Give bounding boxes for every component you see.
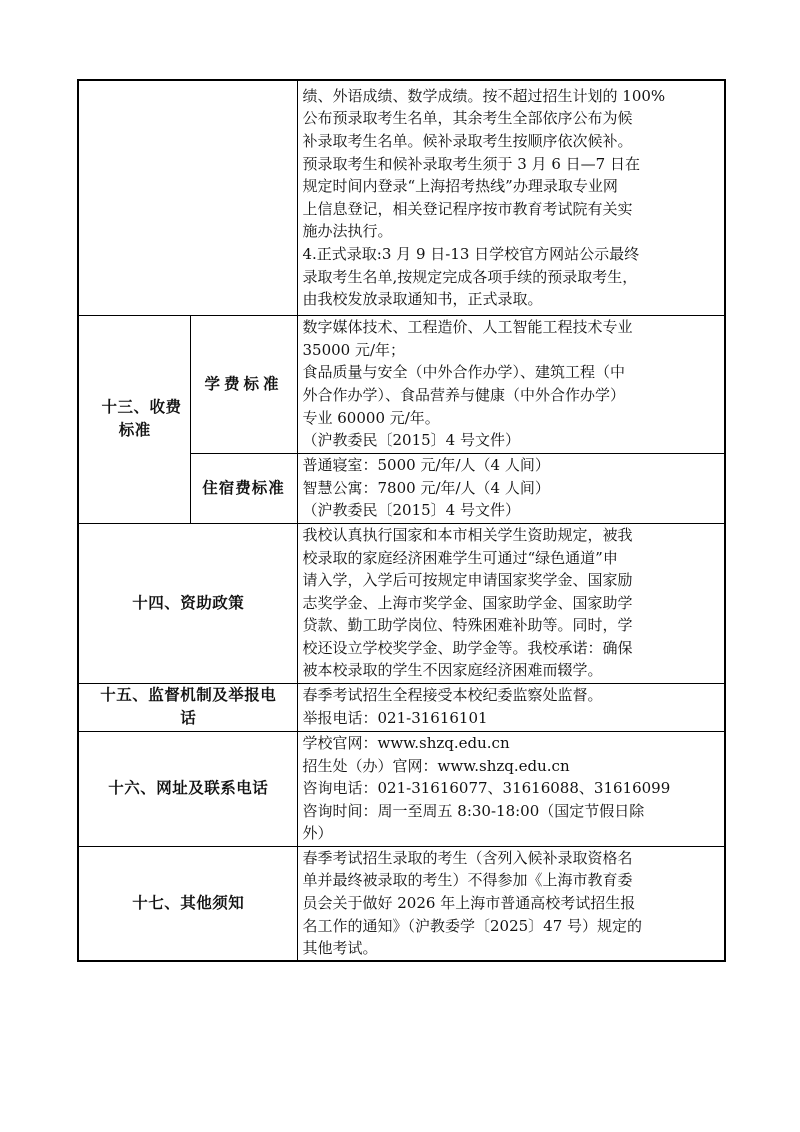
fees-label-line1: 十三、收费 — [101, 397, 182, 417]
contact-label: 十六、网址及联系电话 — [78, 731, 297, 846]
other-line: 员会关于做好 2026 年上海市普通高校考试招生报 — [302, 893, 636, 912]
contact-row — [78, 731, 725, 846]
accommodation-line: （沪教委民〔2015〕4 号文件） — [302, 501, 520, 520]
aid-line: 校录取的家庭经济困难学生可通过“绿色通道”申 — [302, 548, 618, 567]
admission-line: 补录取考生名单。候补录取考生按顺序依次候补。 — [302, 131, 633, 150]
enrollment-info-table — [77, 79, 726, 962]
tuition-row — [78, 315, 725, 453]
accommodation-line: 普通寝室：5000 元/年/人（4 人间） — [302, 456, 550, 475]
admission-office-website-line: 招生处（办）官网：www.shzq.edu.cn — [302, 756, 570, 775]
aid-content — [297, 523, 725, 683]
accommodation-label: 住宿费标准 — [190, 453, 297, 523]
tuition-line: 食品质量与安全（中外合作办学）、建筑工程（中 — [302, 363, 626, 382]
phone-line: 咨询电话：021-31616077、31616088、31616099 — [302, 779, 671, 798]
admission-line: 由我校发放录取通知书，正式录取。 — [302, 290, 543, 309]
contact-content — [297, 731, 725, 846]
admission-line: 4.正式录取:3 月 9 日-13 日学校官方网站公示最终 — [302, 244, 640, 263]
aid-line: 志奖学金、上海市奖学金、国家助学金、国家助学 — [302, 593, 633, 612]
tuition-line: 外合作办学）、食品营养与健康（中外合作办学） — [302, 386, 626, 404]
admission-label-cell — [78, 80, 297, 315]
other-line: 其他考试。 — [302, 939, 378, 958]
admission-line: 绩、外语成绩、数学成绩。按不超过招生计划的 100% — [302, 86, 666, 105]
admission-row — [78, 80, 725, 315]
accommodation-line: 智慧公寓：7800 元/年/人（4 人间） — [302, 478, 550, 497]
aid-line: 被本校录取的学生不因家庭经济困难而辍学。 — [302, 661, 603, 680]
aid-row — [78, 523, 725, 683]
admission-line: 上信息登记，相关登记程序按市教育考试院有关实 — [302, 199, 633, 218]
tuition-line: 35000 元/年； — [302, 340, 406, 359]
supervision-label-line2: 话 — [180, 708, 197, 727]
admission-line: 预录取考生和候补录取考生须于 3 月 6 日—7 日在 — [302, 154, 640, 173]
supervision-line: 举报电话：021-31616101 — [302, 709, 488, 727]
aid-line: 校还设立学校奖学金、助学金等。我校承诺：确保 — [302, 638, 633, 657]
other-label: 十七、其他须知 — [78, 846, 297, 961]
fees-label-line2: 标准 — [118, 420, 151, 439]
supervision-label — [78, 683, 297, 731]
tuition-line: 专业 60000 元/年。 — [302, 408, 440, 427]
website-line: 学校官网：www.shzq.edu.cn — [302, 734, 510, 753]
other-line: 单并最终被录取的考生）不得参加《上海市教育委 — [302, 871, 633, 890]
aid-label: 十四、资助政策 — [78, 523, 297, 683]
supervision-row — [78, 683, 725, 731]
hours-line: 咨询时间：周一至周五 8:30-18:00（国定节假日除 — [302, 801, 645, 820]
tuition-line: （沪教委民〔2015〕4 号文件） — [302, 431, 520, 450]
other-line: 春季考试招生录取的考生（含列入候补录取资格名 — [302, 848, 633, 867]
supervision-content — [297, 683, 725, 731]
aid-line: 请入学，入学后可按规定申请国家奖学金、国家励 — [302, 571, 633, 590]
aid-line: 我校认真执行国家和本市相关学生资助规定，被我 — [302, 525, 633, 544]
other-row — [78, 846, 725, 961]
tuition-content — [297, 315, 725, 453]
tuition-label: 学费标准 — [190, 315, 297, 453]
aid-line: 贷款、勤工助学岗位、特殊困难补助等。同时，学 — [302, 616, 633, 635]
admission-line: 规定时间内登录“上海招考热线”办理录取专业网 — [302, 177, 618, 196]
admission-line: 公布预录取考生名单，其余考生全部依序公布为候 — [302, 109, 633, 128]
accommodation-content — [297, 453, 725, 523]
admission-line: 施办法执行。 — [302, 222, 393, 241]
other-line: 名工作的通知》（沪教委学〔2025〕47 号）规定的 — [302, 916, 643, 935]
admission-content — [297, 80, 725, 315]
supervision-label-line1: 十五、监督机制及举报电 — [100, 685, 277, 705]
admission-line: 录取考生名单,按规定完成各项手续的预录取考生， — [302, 267, 638, 286]
tuition-line: 数字媒体技术、工程造价、人工智能工程技术专业 — [302, 318, 633, 337]
fees-section-label — [78, 315, 190, 523]
hours-line-cont: 外） — [302, 824, 333, 843]
supervision-line: 春季考试招生全程接受本校纪委监察处监督。 — [302, 686, 603, 705]
other-content — [297, 846, 725, 961]
